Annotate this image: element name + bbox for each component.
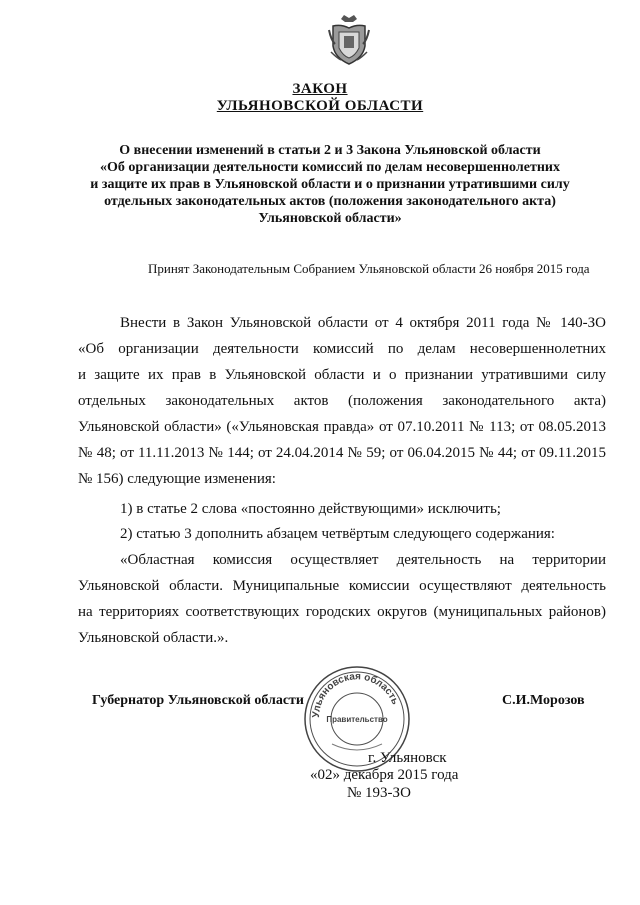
law-title-line: отдельных законодательных актов (положения законодательного акта) bbox=[104, 194, 556, 209]
quote-line: Ульяновской области.». bbox=[78, 630, 229, 646]
svg-text:Ульяновская область: Ульяновская область bbox=[310, 671, 401, 719]
quoted-paragraph bbox=[78, 547, 606, 651]
paragraph-line: Внести в Закон Ульяновской области от 4 октября 2011 года № 140-ЗО bbox=[120, 315, 606, 331]
paragraph-line: и защите их прав в Ульяновской области и о признании утратившими силу bbox=[78, 367, 606, 383]
law-number: № 193-ЗО bbox=[347, 785, 411, 801]
paragraph-line: «Об организации деятельности комиссий по делам несовершеннолетних bbox=[78, 341, 606, 357]
document-type-title: ЗАКОН bbox=[292, 81, 348, 97]
paragraph-main bbox=[78, 310, 606, 492]
city: г. Ульяновск bbox=[368, 750, 447, 766]
paragraph-line: № 48; от 11.11.2013 № 144; от 24.04.2014 № 59; от 06.04.2015 № 44; от 09.11.2015 bbox=[78, 445, 606, 461]
adoption-note: Принят Законодательным Собранием Ульяновской области 26 ноября 2015 года bbox=[148, 261, 590, 276]
signing-date: «02» декабря 2015 года bbox=[310, 767, 459, 783]
law-title-line: Ульяновской области» bbox=[258, 211, 402, 226]
paragraph-line: отдельных законодательных актов (положения законодательного акта) bbox=[78, 393, 606, 409]
signer-position: Губернатор Ульяновской области bbox=[92, 693, 304, 708]
paragraph-line: № 156) следующие изменения: bbox=[78, 471, 276, 487]
law-title-line: «Об организации деятельности комиссий по делам несовершеннолетних bbox=[100, 160, 560, 175]
law-title bbox=[70, 142, 590, 227]
quote-line: «Областная комиссия осуществляет деятельность на территории bbox=[120, 552, 606, 568]
quote-line: Ульяновской области. Муниципальные комиссии осуществляют деятельность bbox=[78, 578, 606, 594]
list-item-2: 2) статью 3 дополнить абзацем четвёртым следующего содержания: bbox=[120, 526, 555, 542]
law-title-line: и защите их прав в Ульяновской области и о признании утратившими силу bbox=[90, 177, 570, 192]
paragraph-line: Ульяновской области» («Ульяновская правда» от 07.10.2011 № 113; от 08.05.2013 bbox=[78, 419, 606, 435]
svg-text:Правительство: Правительство bbox=[326, 715, 388, 724]
list-item-1: 1) в статье 2 слова «постоянно действующими» исключить; bbox=[120, 501, 501, 517]
coat-of-arms-icon bbox=[327, 14, 371, 66]
quote-line: на территориях соответствующих городских округов (муниципальных районов) bbox=[78, 604, 606, 620]
signer-name: С.И.Морозов bbox=[502, 693, 585, 708]
region-title: УЛЬЯНОВСКОЙ ОБЛАСТИ bbox=[216, 98, 424, 114]
law-title-line: О внесении изменений в статьи 2 и 3 Закона Ульяновской области bbox=[119, 143, 541, 158]
